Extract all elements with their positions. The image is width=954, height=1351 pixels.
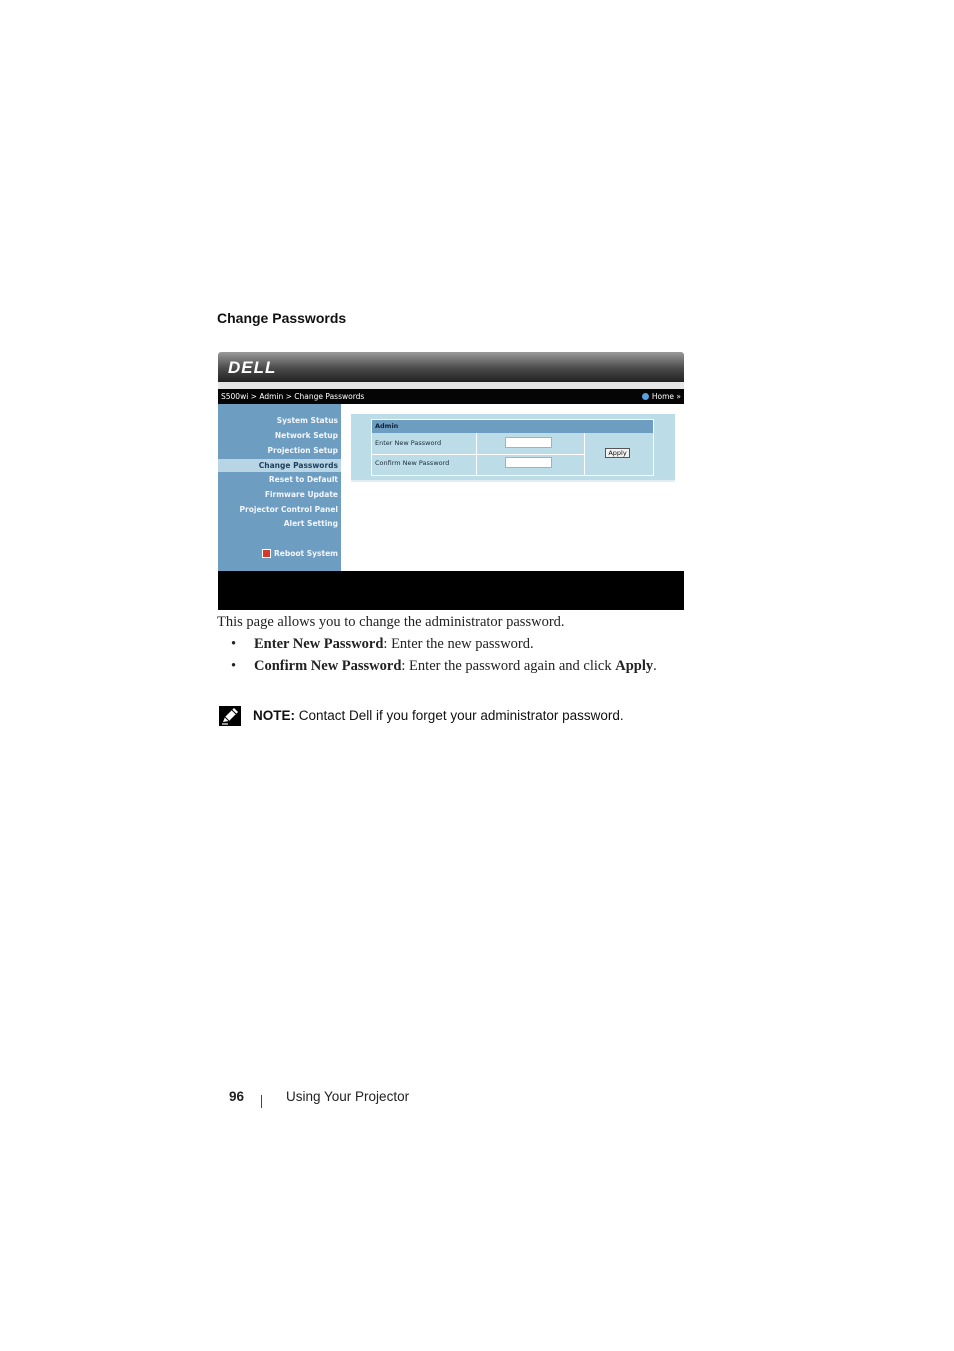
bullet-term: Enter New Password — [254, 636, 384, 652]
column-divider — [476, 433, 477, 475]
sidebar-item-change-passwords[interactable]: Change Passwords — [218, 459, 341, 472]
enter-password-label: Enter New Password — [375, 439, 442, 447]
bullet-icon: • — [231, 636, 237, 652]
note-box — [219, 706, 624, 726]
bullet-term-apply: Apply — [615, 658, 654, 674]
sidebar — [218, 404, 341, 571]
breadcrumb-bar — [218, 389, 684, 404]
note-label: NOTE: — [253, 708, 295, 723]
sidebar-item-system-status[interactable]: System Status — [276, 416, 338, 425]
home-link[interactable] — [642, 392, 681, 401]
bullet-term: Confirm New Password — [254, 658, 402, 674]
web-interface-screenshot — [218, 352, 684, 610]
power-icon — [262, 549, 271, 558]
header-divider — [218, 382, 684, 389]
bullet-icon: • — [231, 658, 237, 674]
intro-text: This page allows you to change the administrator password. — [217, 614, 565, 630]
row-divider — [372, 454, 585, 455]
enter-password-field[interactable] — [505, 437, 552, 448]
column-divider — [584, 433, 585, 475]
page-number: 96 — [229, 1089, 245, 1104]
apply-button[interactable]: Apply — [605, 448, 630, 458]
sidebar-item-projection-setup[interactable]: Projection Setup — [267, 446, 338, 455]
admin-panel — [351, 414, 675, 482]
confirm-password-field[interactable] — [505, 457, 552, 468]
sidebar-item-firmware-update[interactable]: Firmware Update — [264, 490, 338, 499]
sidebar-item-reboot-system[interactable] — [218, 547, 341, 560]
sidebar-item-projector-control-panel[interactable]: Projector Control Panel — [239, 505, 338, 514]
sidebar-item-alert-setting[interactable]: Alert Setting — [283, 519, 338, 528]
main-content — [341, 404, 684, 571]
bullet-desc: : Enter the password again and click — [401, 658, 616, 674]
confirm-password-label: Confirm New Password — [375, 459, 450, 467]
home-icon — [642, 393, 649, 400]
bullet-desc: : Enter the new password. — [383, 636, 534, 652]
section-title: Change Passwords — [217, 310, 347, 326]
admin-form — [371, 419, 654, 476]
reboot-label: Reboot System — [274, 549, 338, 558]
home-label: Home » — [651, 392, 681, 401]
dell-logo: DELL — [228, 358, 277, 377]
screenshot-footer-bar — [218, 571, 684, 610]
sidebar-item-network-setup[interactable]: Network Setup — [274, 431, 338, 440]
note-text: Contact Dell if you forget your administrator password. — [295, 708, 624, 723]
breadcrumb: S500wi > Admin > Change Passwords — [221, 392, 365, 401]
pencil-note-icon — [219, 706, 241, 726]
sidebar-item-reset-to-default[interactable]: Reset to Default — [268, 475, 338, 484]
footer-divider — [261, 1095, 262, 1108]
bullet-tail: . — [653, 658, 657, 674]
dell-header-bar — [218, 352, 684, 382]
chapter-title: Using Your Projector — [286, 1089, 410, 1104]
form-header: Admin — [372, 420, 653, 433]
